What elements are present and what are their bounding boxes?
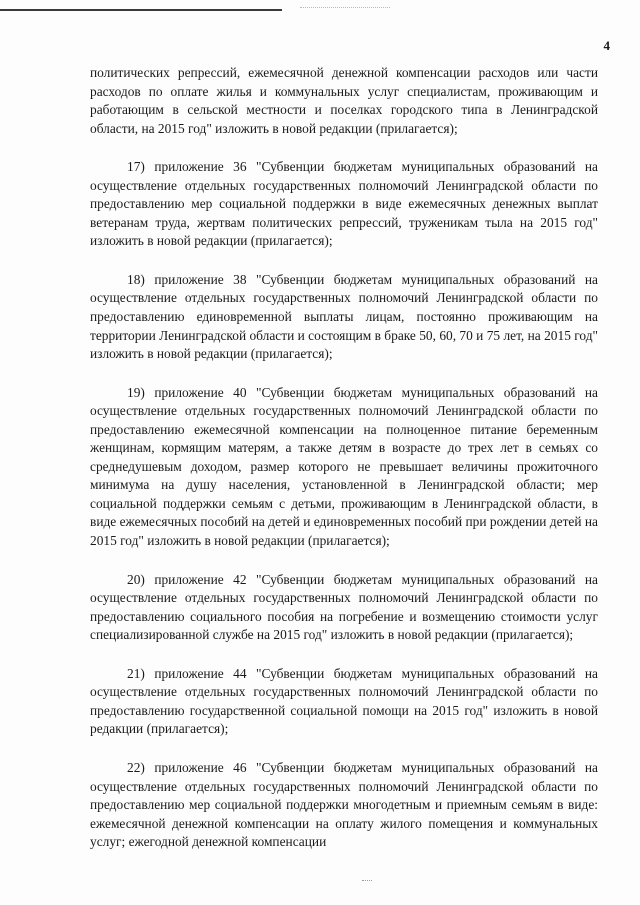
paragraph-item-18: 18) приложение 38 "Субвенции бюджетам муниципальных образований на осуществление отдельных государственных полномочий Ленинградской области по предоставлению единовременной выплаты лицам, постоянно проживающим на территории Ленинградской области и состоящим в браке 50, 60, 70 и 75 лет, на 2015 год" изложить в новой редакции (прилагается); — [90, 271, 598, 362]
paragraph-item-17: 17) приложение 36 "Субвенции бюджетам муниципальных образований на осуществление отдельных государственных полномочий Ленинградской области по предоставлению мер социальной поддержки в виде ежемесячных денежных выплат ветеранам труда, жертвам политических репрессий, труженикам тыла на 2015 год" изложить в новой редакции (прилагается); — [90, 159, 598, 249]
paragraph-item-19: 19) приложение 40 "Субвенции бюджетам муниципальных образований на осуществление отдельных государственных полномочий Ленинградской области по предоставлению ежемесячной компенсации на полноценное питание беременным женщинам, кормящим матерям, а также детям в возрасте до трех лет в семьях со среднедушевым доходом, размер которого не превышает величины прожиточного минимума на душу населения, установленной в Ленинградской области; мер социальной поддержки семьям с детьми, проживающим в Ленинградской области, в виде ежемесячных пособий на детей и единовременных пособий при рождении детей на 2015 год" изложить в новой редакции (прилагается); — [90, 384, 598, 549]
scan-bottom-mark — [362, 874, 372, 881]
scan-top-line — [0, 9, 282, 11]
paragraph-item-20: 20) приложение 42 "Субвенции бюджетам муниципальных образований на осуществление отдельных государственных полномочий Ленинградской области по предоставлению социального пособия на погребение и возмещению стоимости услуг специализированной службе на 2015 год" изложить в новой редакции (прилагается); — [90, 571, 598, 643]
paragraph-item-21: 21) приложение 44 "Субвенции бюджетам муниципальных образований на осуществление отдельных государственных полномочий Ленинградской области по предоставлению государственной социальной помощи на 2015 год" изложить в новой редакции (прилагается); — [90, 665, 598, 737]
page-number: 4 — [603, 38, 610, 53]
scan-noise — [300, 7, 390, 14]
paragraph-item-22: 22) приложение 46 "Субвенции бюджетам муниципальных образований на осуществление отдельных государственных полномочий Ленинградской области по предоставлению мер социальной поддержки многодетным и приемным семьям в виде: ежемесячной денежной компенсации на оплату жилого помещения и коммунальных услуг; ежегодной денежной компенсации — [90, 759, 598, 850]
document-body — [90, 64, 598, 852]
paragraph-continuation: политических репрессий, ежемесячной денежной компенсации расходов или части расходов по оплате жилья и коммунальных услуг специалистам, проживающим и работающим в сельской местности и поселках городского типа в Ленинградской области, на 2015 год" изложить в новой редакции (прилагается); — [90, 65, 598, 136]
